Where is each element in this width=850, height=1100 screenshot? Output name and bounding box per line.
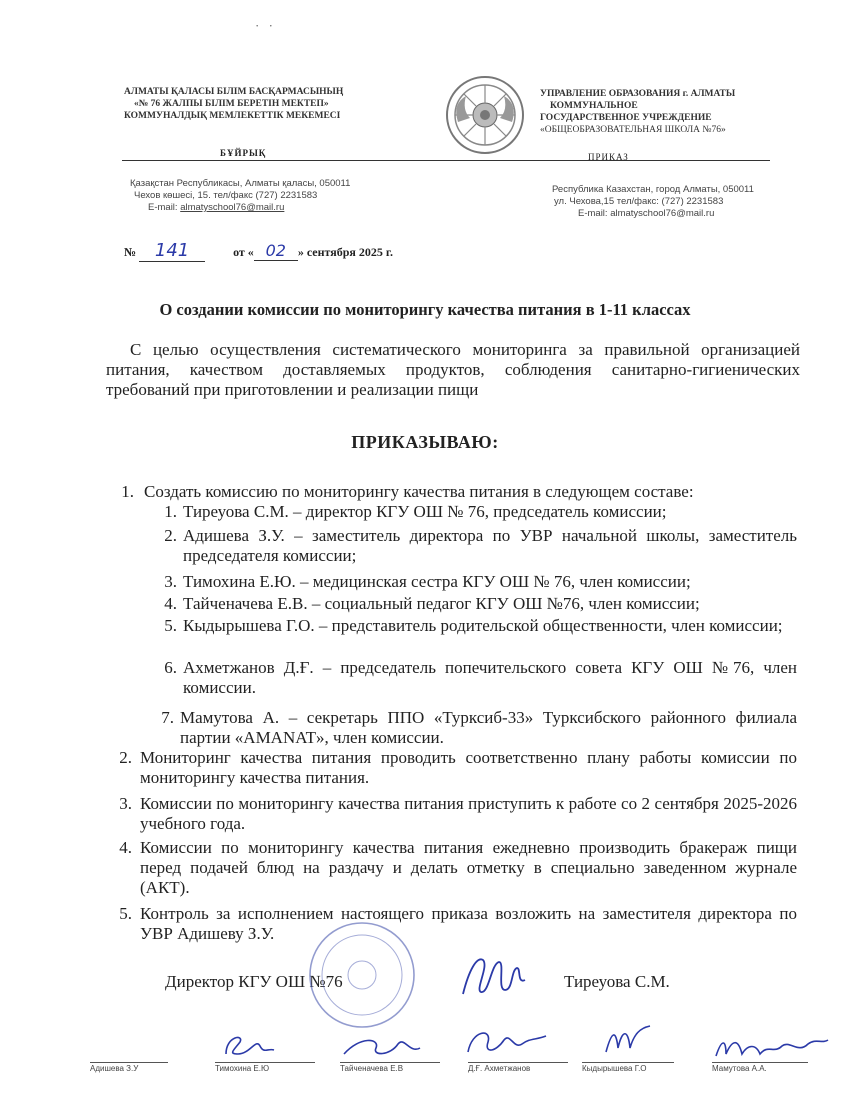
member-text: Тайченачева Е.В. – социальный педагог КГУ ОШ №76, член комиссии; (183, 594, 700, 613)
member-text: Тиреуова С.М. – директор КГУ ОШ № 76, председатель комиссии; (183, 502, 667, 521)
header-ru-line: ГОСУДАРСТВЕННОЕ УЧРЕЖДЕНИЕ (540, 113, 712, 123)
list-item (119, 838, 797, 898)
item-number: 1. (121, 482, 134, 501)
email-link-ru[interactable]: almatyschool76@mail.ru (610, 208, 715, 219)
signatory-name: Адишева З.У (90, 1062, 168, 1073)
item-text: Комиссии по мониторингу качества питания ежедневно производить бракераж пищи перед подачей блюд на раздачу и делать отметку в специально заведенном журнале (АКТ). (140, 838, 797, 897)
item-text: Контроль за исполнением настоящего приказа возложить на заместителя директора по УВР Адишеву З.У. (140, 904, 797, 943)
address-ru-line1: Республика Казахстан, город Алматы, 050011 (552, 184, 754, 195)
scan-marks: · · (255, 18, 276, 33)
signature-akhmetzhanov-icon (462, 1022, 552, 1062)
list-item (119, 794, 797, 834)
official-stamp-icon (292, 915, 432, 1035)
header-ru-line: КОММУНАЛЬНОЕ (550, 101, 638, 111)
email-link-kz[interactable]: almatyschool76@mail.ru (180, 202, 285, 213)
email-label: E-mail: (148, 202, 178, 213)
signatory-name: Д.Ғ. Ахметжанов (468, 1062, 568, 1073)
member-number: 7. (161, 708, 174, 727)
item-number: 3. (119, 794, 132, 813)
order-number-line (124, 240, 393, 262)
header-ru-line: УПРАВЛЕНИЕ ОБРАЗОВАНИЯ г. АЛМАТЫ (540, 89, 736, 99)
address-ru-line2: ул. Чехова,15 тел/факс: (727) 2231583 (554, 196, 724, 207)
member-text: Адишева З.У. – заместитель директора по УВР начальной школы, заместитель председателя комиссии; (183, 526, 797, 565)
preamble: С целью осуществления систематического мониторинга за правильной организацией питания, качеством доставляемых продуктов, соблюдения санитарно-гигиенических требований при приготовлении и реализации пищи (106, 340, 800, 399)
signature-mamutova-icon (712, 1030, 832, 1064)
signatory-name: Тимохина Е.Ю (215, 1062, 315, 1073)
member-number: 1. (164, 502, 177, 521)
signatory-name: Мамутова А.А. (712, 1062, 808, 1073)
member-number: 6. (164, 658, 177, 677)
item-number: 5. (119, 904, 132, 923)
member-number: 2. (164, 526, 177, 545)
date-prefix: от « (233, 245, 254, 259)
member-text: Мамутова А. – секретарь ППО «Турксиб-33» Турксибского районного филиала партии «AMANAT», член комиссии. (180, 708, 797, 747)
signatory-name: Тайченачева Е.В (340, 1062, 440, 1073)
address-kz (130, 178, 350, 214)
member-item (164, 526, 797, 566)
address-kz-line2: Чехов көшесі, 15. тел/факс (727) 2231583 (134, 190, 318, 201)
signature-timokhina-icon (220, 1028, 280, 1062)
number-label: № (124, 245, 137, 259)
member-number: 3. (164, 572, 177, 591)
date-rest: » сентября 2025 г. (297, 245, 394, 259)
header-ru (540, 88, 800, 136)
list-item (119, 748, 797, 788)
header-kz (124, 86, 424, 122)
list-item (119, 904, 797, 944)
address-kz-line1: Қазақстан Республикасы, Алматы қаласы, 050011 (130, 178, 351, 189)
email-label: E-mail: (578, 208, 608, 219)
member-item (161, 708, 797, 748)
item-number: 4. (119, 838, 132, 857)
member-text: Ахметжанов Д.Ғ. – председатель попечительского совета КГУ ОШ №76, член комиссии. (183, 658, 797, 697)
member-text: Кыдырышева Г.О. – представитель родительской общественности, член комиссии; (183, 616, 783, 635)
header-divider (122, 160, 770, 161)
director-title: Директор КГУ ОШ №76 (165, 972, 343, 991)
member-text: Тимохина Е.Ю. – медицинская сестра КГУ ОШ № 76, член комиссии; (183, 572, 691, 591)
item-number: 2. (119, 748, 132, 767)
member-item (164, 502, 797, 522)
header-kz-line: «№ 76 ЖАЛПЫ БІЛІМ БЕРЕТІН МЕКТЕП» (134, 99, 329, 109)
state-emblem-icon (444, 74, 526, 156)
order-day: 02 (254, 241, 298, 261)
item-text: Комиссии по мониторингу качества питания приступить к работе со 2 сентября 2025-2026 учебного года. (140, 794, 797, 833)
signature-taichenacheva-icon (340, 1032, 430, 1062)
header-kz-line: АЛМАТЫ ҚАЛАСЫ БІЛІМ БАСҚАРМАСЫНЫҢ (124, 87, 344, 97)
order-label-kz: БҰЙРЫҚ (220, 148, 267, 158)
director-name: Тиреуова С.М. (564, 972, 670, 991)
header-kz-line: КОММУНАЛДЫҚ МЕМЛЕКЕТТІК МЕКЕМЕСІ (124, 111, 341, 121)
decree-heading: ПРИКАЗЫВАЮ: (351, 432, 499, 452)
item-text: Создать комиссию по мониторингу качества питания в следующем составе: (144, 482, 694, 501)
member-item (164, 616, 797, 636)
signature-kydyrysheva-icon (600, 1020, 660, 1060)
signatory-name: Кыдырышева Г.О (582, 1062, 674, 1073)
order-label-ru: ПРИКАЗ (588, 152, 629, 162)
director-signature-icon (455, 950, 535, 1002)
member-number: 5. (164, 616, 177, 635)
order-number: 141 (139, 240, 205, 262)
member-item (164, 572, 797, 592)
document-title: О создании комиссии по мониторингу качества питания в 1-11 классах (159, 300, 691, 319)
member-number: 4. (164, 594, 177, 613)
list-item (121, 482, 804, 502)
header-ru-line: «ОБЩЕОБРАЗОВАТЕЛЬНАЯ ШКОЛА №76» (540, 125, 726, 135)
member-item (164, 658, 797, 698)
member-item (164, 594, 797, 614)
address-ru (552, 184, 754, 220)
item-text: Мониторинг качества питания проводить соответственно плану работы комиссии по мониторингу качества питания. (140, 748, 797, 787)
